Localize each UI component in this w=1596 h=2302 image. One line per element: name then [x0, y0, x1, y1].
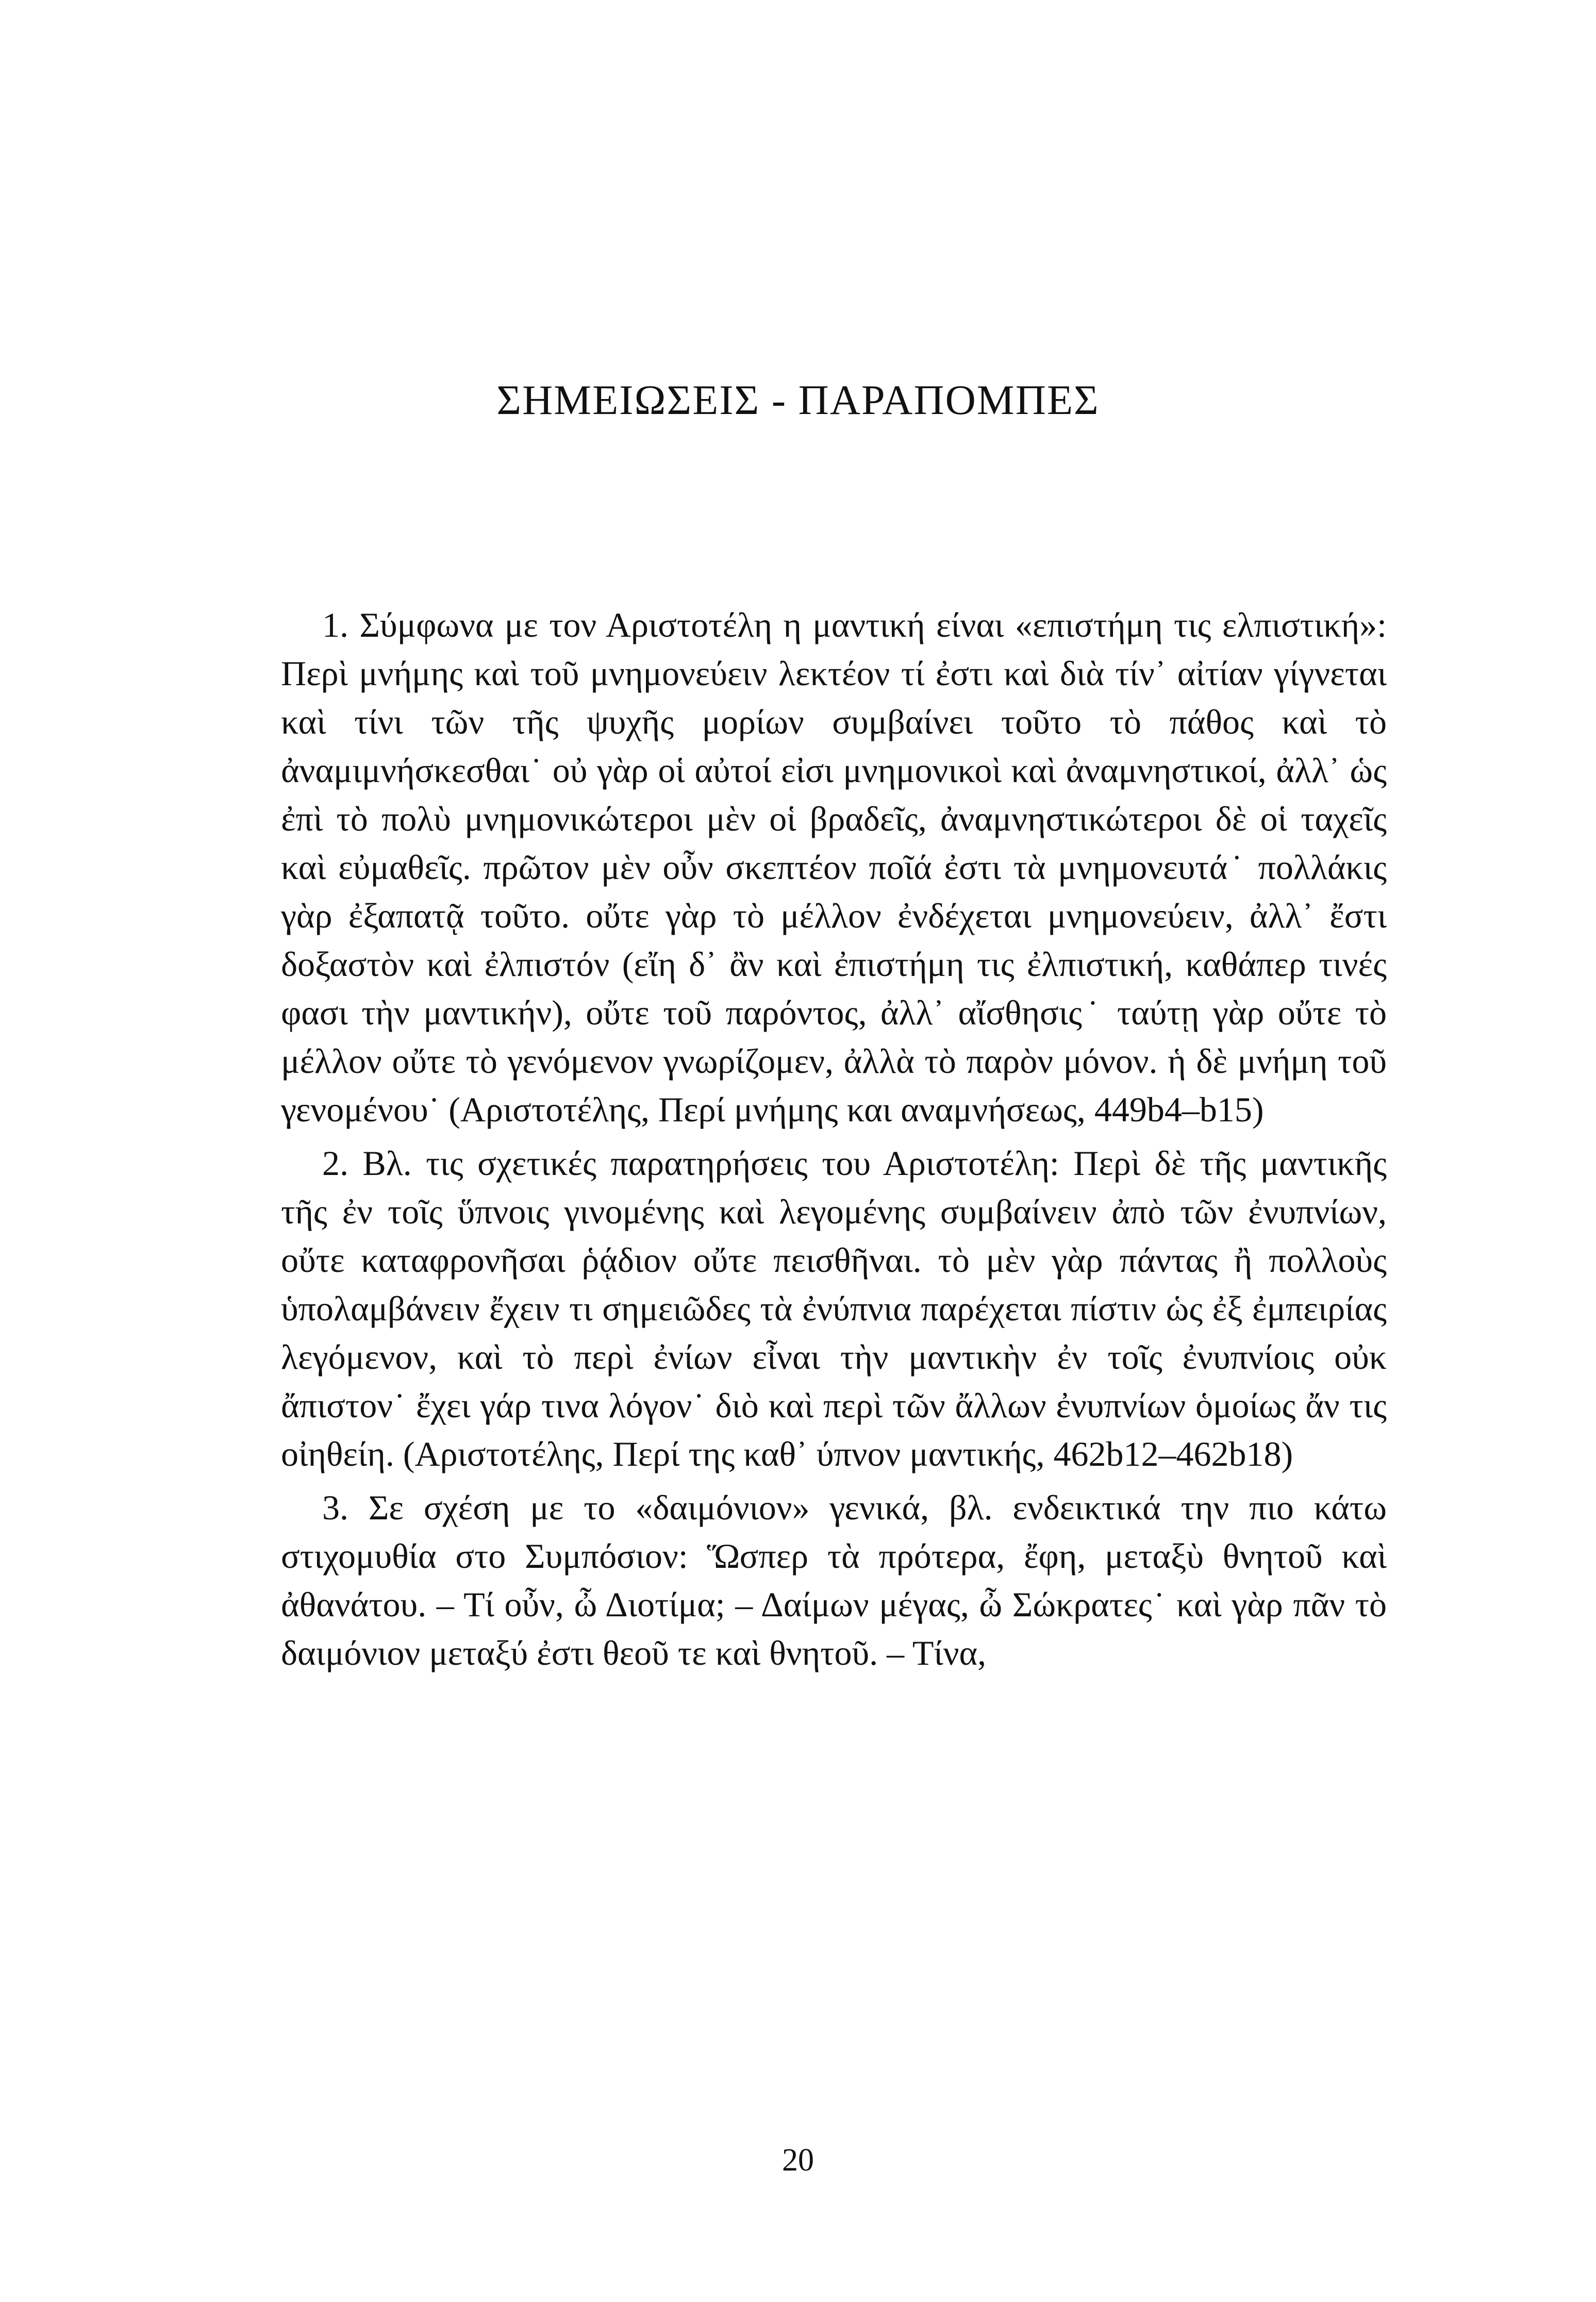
note-text: Σε σχέση με το «δαιμόνιον» γενικά, βλ. ενδεικτικά την πιο κάτω στιχομυθία στο Συμπόσιον: Ὥσπερ τὰ πρότερα, ἔφη, μεταξὺ θνητοῦ καὶ ἀθανάτου. – Τί οὖν, ὦ Διοτίμα; – Δαίμων μέγας, ὦ Σώκρατες˙ καὶ γὰρ πᾶν τὸ δαιμόνιον μεταξύ ἐστι θεοῦ τε καὶ θνητοῦ. – Τίνα, [281, 1488, 1387, 1672]
notes-list [281, 601, 1387, 1682]
note-2 [281, 1139, 1387, 1478]
note-text: Σύμφωνα με τον Αριστοτέλη η μαντική είναι «επιστήμη τις ελπιστική»: Περὶ μνήμης καὶ τοῦ μνημονεύειν λεκτέον τί ἐστι καὶ διὰ τίν᾽ αἰτίαν γίγνεται καὶ τίνι τῶν τῆς ψυχῆς μορίων συμβαίνει τοῦτο τὸ πάθος καὶ τὸ ἀναμιμνήσκεσθαι˙ οὐ γὰρ οἱ αὐτοί εἰσι μνημονικοὶ καὶ ἀναμνηστικοί, ἀλλ᾽ ὡς ἐπὶ τὸ πολὺ μνημονικώτεροι μὲν οἱ βραδεῖς, ἀναμνηστικώτεροι δὲ οἱ ταχεῖς καὶ εὐμαθεῖς. πρῶτον μὲν οὖν σκεπτέον ποῖά ἐστι τὰ μνημονευτά˙ πολλάκις γὰρ ἐξαπατᾷ τοῦτο. οὔτε γὰρ τὸ μέλλον ἐνδέχεται μνημονεύειν, ἀλλ᾽ ἔστι δοξαστὸν καὶ ἐλπιστόν (εἴη δ᾽ ἂν καὶ ἐπιστήμη τις ἐλπιστική, καθάπερ τινές φασι τὴν μαντικήν), οὔτε τοῦ παρόντος, ἀλλ᾽ αἴσθησις˙ ταύτῃ γὰρ οὔτε τὸ μέλλον οὔτε τὸ γενόμενον γνωρίζομεν, ἀλλὰ τὸ παρὸν μόνον. ἡ δὲ μνήμη τοῦ γενομένου˙ (Αριστοτέλης, Περί μνήμης και αναμνήσεως, 449b4–b15) [281, 605, 1387, 1129]
note-number: 1. [322, 605, 348, 644]
note-3 [281, 1483, 1387, 1677]
note-1 [281, 601, 1387, 1134]
note-number: 3. [322, 1488, 348, 1527]
page-number: 20 [782, 2143, 814, 2178]
page-title: ΣΗΜΕΙΩΣΕΙΣ - ΠΑΡΑΠΟΜΠΕΣ [496, 376, 1100, 423]
note-number: 2. [322, 1144, 348, 1183]
note-text: Βλ. τις σχετικές παρατηρήσεις του Αριστοτέλη: Περὶ δὲ τῆς μαντικῆς τῆς ἐν τοῖς ὕπνοις γινομένης καὶ λεγομένης συμβαίνειν ἀπὸ τῶν ἐνυπνίων, οὔτε καταφρονῆσαι ῥᾴδιον οὔτε πεισθῆναι. τὸ μὲν γὰρ πάντας ἢ πολλοὺς ὑπολαμβάνειν ἔχειν τι σημειῶδες τὰ ἐνύπνια παρέχεται πίστιν ὡς ἐξ ἐμπειρίας λεγόμενον, καὶ τὸ περὶ ἐνίων εἶναι τὴν μαντικὴν ἐν τοῖς ἐνυπνίοις οὐκ ἄπιστον˙ ἔχει γάρ τινα λόγον˙ διὸ καὶ περὶ τῶν ἄλλων ἐνυπνίων ὁμοίως ἄν τις οἰηθείη. (Αριστοτέλης, Περί της καθ᾽ ύπνον μαντικής, 462b12–462b18) [281, 1144, 1387, 1473]
